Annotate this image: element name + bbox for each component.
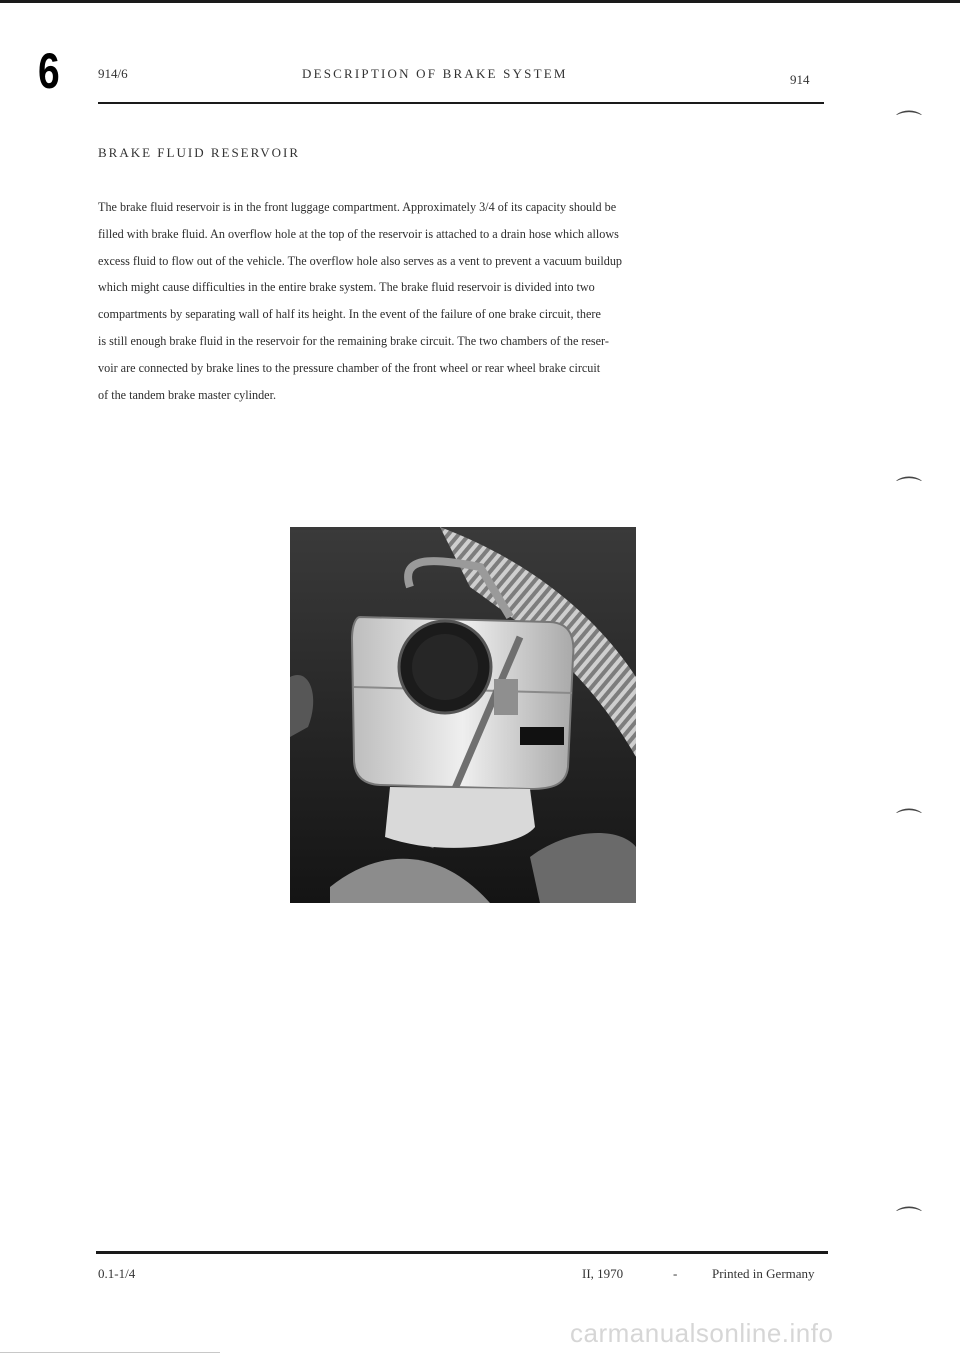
footer-rule bbox=[96, 1251, 828, 1254]
edition-date: II, 1970 bbox=[582, 1266, 624, 1281]
bottom-rule bbox=[0, 1352, 220, 1353]
section-number: 6 bbox=[38, 43, 60, 99]
footer-separator: - bbox=[673, 1266, 678, 1281]
body-text bbox=[98, 194, 833, 408]
body-line: compartments by separating wall of half its height. In the event of the failure of one brake circuit, there bbox=[98, 307, 601, 322]
body-line: excess fluid to flow out of the vehicle. The overflow hole also serves as a vent to prevent a vacuum buildup bbox=[98, 253, 623, 268]
body-line: filled with brake fluid. An overflow hole at the top of the reservoir is attached to a drain hose which allows bbox=[98, 226, 619, 241]
header-rule bbox=[98, 102, 824, 104]
top-rule bbox=[0, 0, 960, 3]
margin-mark: ⌒ bbox=[896, 808, 923, 838]
section-heading: BRAKE FLUID RESERVOIR bbox=[98, 145, 301, 160]
model-label: 914 bbox=[790, 72, 810, 87]
margin-mark: ⌒ bbox=[896, 476, 923, 506]
page-title: DESCRIPTION OF BRAKE SYSTEM bbox=[302, 66, 568, 81]
body-line: of the tandem brake master cylinder. bbox=[98, 387, 277, 402]
watermark: carmanualsonline.info bbox=[570, 1318, 834, 1348]
margin-mark: ⌒ bbox=[896, 1206, 923, 1236]
body-line: is still enough brake fluid in the reservoir for the remaining brake circuit. The two chambers of the reser- bbox=[98, 333, 609, 348]
doc-code: 914/6 bbox=[98, 66, 128, 81]
printed-in: Printed in Germany bbox=[712, 1266, 815, 1281]
body-line: voir are connected by brake lines to the pressure chamber of the front wheel or rear wheel brake circuit bbox=[98, 360, 601, 375]
margin-mark: ⌒ bbox=[896, 110, 923, 140]
body-line: which might cause difficulties in the entire brake system. The brake fluid reservoir is divided into two bbox=[98, 280, 595, 295]
body-line: The brake fluid reservoir is in the front luggage compartment. Approximately 3/4 of its capacity should be bbox=[98, 200, 617, 214]
brake-fluid-reservoir-photo bbox=[290, 527, 636, 903]
page-code: 0.1-1/4 bbox=[98, 1266, 136, 1281]
